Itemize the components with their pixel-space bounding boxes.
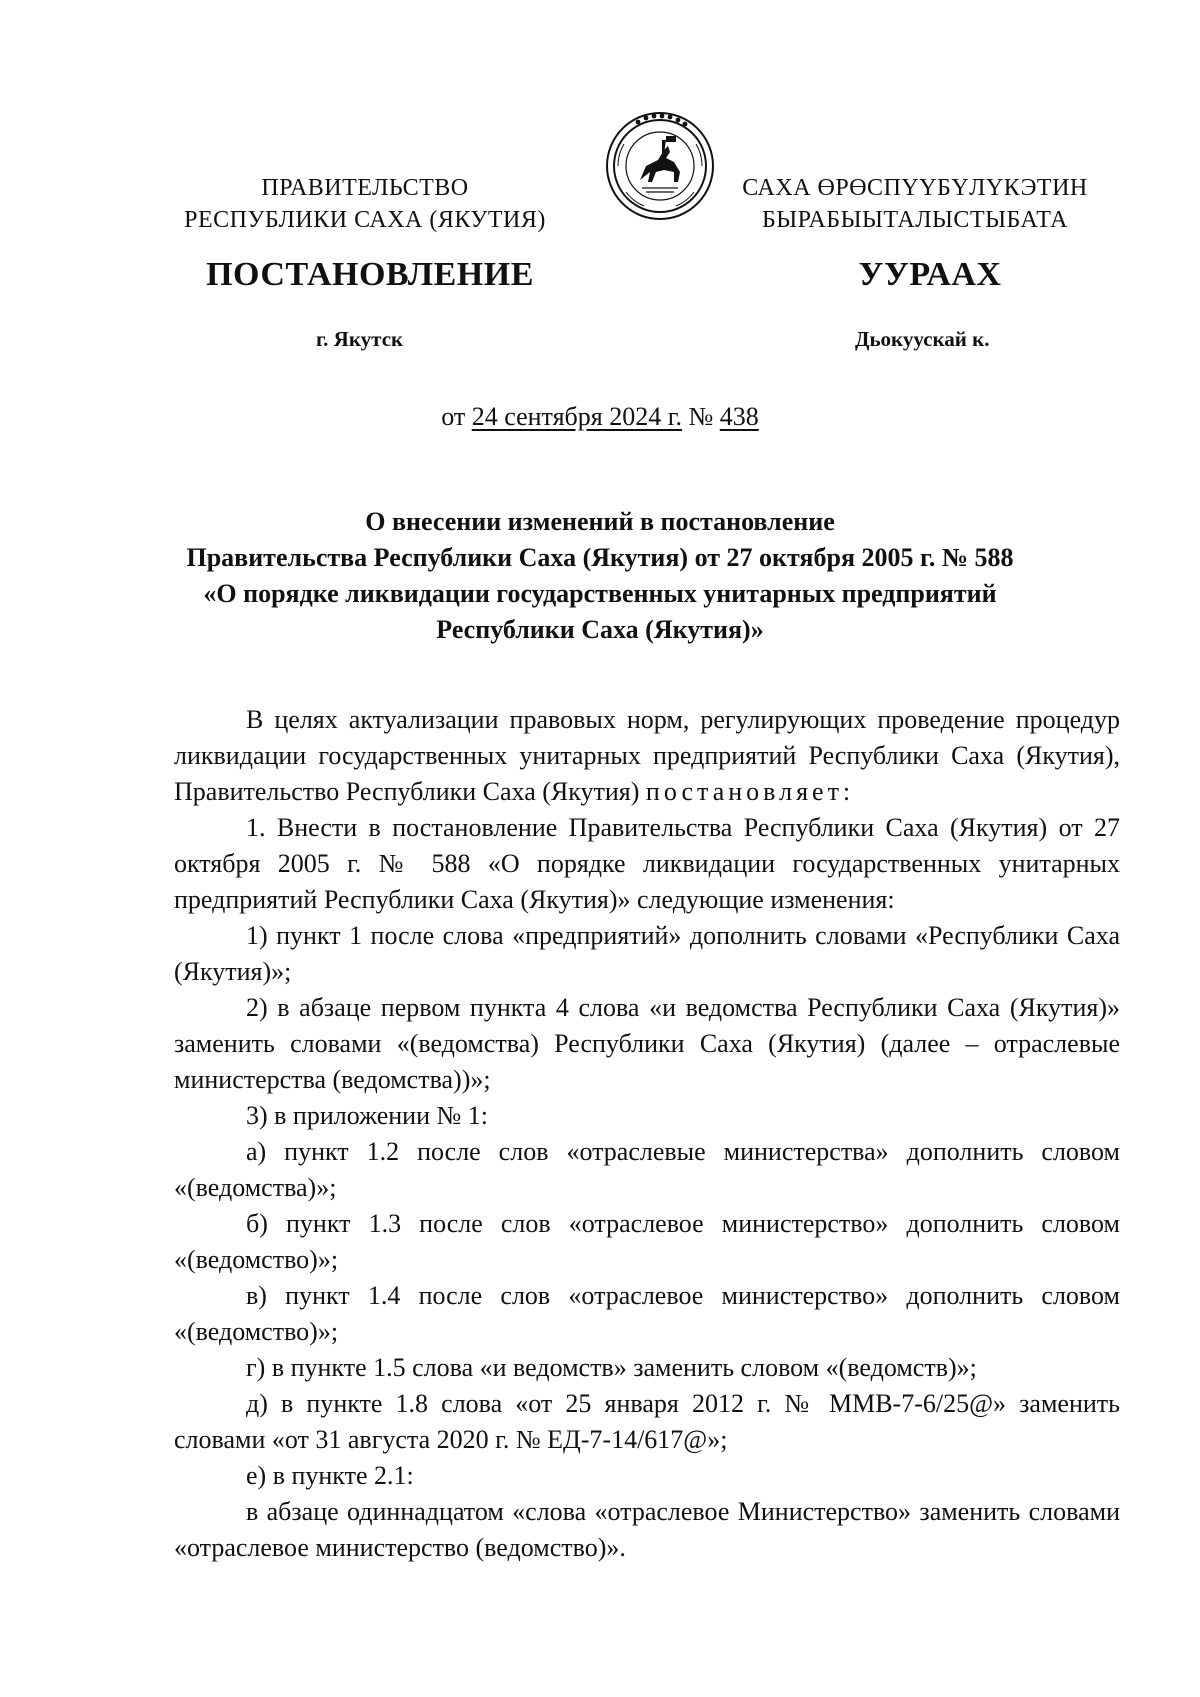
body-paragraph: г) в пункте 1.5 слова «и ведомств» заменить словом «(ведомств)»;: [246, 1353, 977, 1382]
body-paragraph: е) в пункте 2.1:: [246, 1461, 414, 1490]
body-paragraph: 2) в абзаце первом пункта 4 слова «и ведомства Республики Саха (Якутия)» заменить словами «(ведомства) Республики Саха (Якутия) (далее – отраслевые министерства (ведомства))»;: [174, 993, 1120, 1094]
document-title: [160, 504, 1040, 648]
date-prefix: от: [441, 402, 466, 431]
city-ru: г. Якутск: [316, 327, 404, 351]
doc-type-ru: ПОСТАНОВЛЕНИЕ: [206, 256, 534, 293]
government-name-ru: [180, 172, 550, 236]
document-number: 438: [719, 402, 759, 431]
body-paragraph: 3) в приложении № 1:: [246, 1101, 489, 1130]
government-name-sakha-line1: САХА ӨРӨСПҮҮБҮЛҮКЭТИН: [742, 175, 1088, 201]
body-paragraph: 1. Внести в постановление Правительства Республики Саха (Якутия) от 27 октября 2005 г. № 588 «О порядке ликвидации государственных унитарных предприятий Республики Саха (Якутия)» следующие изменения:: [174, 813, 1120, 914]
body-paragraph: в) пункт 1.4 после слов «отраслевое министерство» дополнить словом «(ведомство)»;: [174, 1281, 1120, 1346]
document-date-line: [0, 402, 1200, 432]
title-line-3: «О порядке ликвидации государственных унитарных предприятий: [203, 579, 997, 608]
city-sakha: Дьокуускай к.: [855, 327, 990, 351]
title-line-1: О внесении изменений в постановление: [365, 507, 835, 536]
government-name-ru-line1: ПРАВИТЕЛЬСТВО: [261, 175, 469, 201]
document-body: [174, 702, 1120, 1566]
body-paragraph: д) в пункте 1.8 слова «от 25 января 2012 г. № ММВ-7-6/25@» заменить словами «от 31 августа 2020 г. № ЕД-7-14/617@»;: [174, 1389, 1120, 1454]
title-line-4: Республики Саха (Якутия)»: [436, 615, 764, 644]
number-sign: №: [688, 402, 714, 431]
government-name-sakha: [730, 172, 1100, 236]
body-paragraph: б) пункт 1.3 после слов «отраслевое министерство» дополнить словом «(ведомство)»;: [174, 1209, 1120, 1274]
body-paragraph: 1) пункт 1 после слова «предприятий» дополнить словами «Республики Саха (Якутия)»;: [174, 921, 1120, 986]
body-paragraph-preamble: [174, 702, 1120, 810]
preamble-text: В целях актуализации правовых норм, регулирующих проведение процедур ликвидации государственных унитарных предприятий Республики Саха (Якутия), Правительство Республики Саха (Якутия): [174, 705, 1120, 806]
government-name-ru-line2: РЕСПУБЛИКИ САХА (ЯКУТИЯ): [184, 207, 546, 233]
preamble-resolves: постановляет:: [645, 777, 855, 806]
title-line-2: Правительства Республики Саха (Якутия) от 27 октября 2005 г. № 588: [186, 543, 1014, 572]
doc-type-sakha: УУРААХ: [858, 256, 1002, 293]
sakha-coat-of-arms-icon: [604, 110, 716, 222]
government-name-sakha-line2: БЫРАБЫЫТАЛЫСТЫБАТА: [761, 207, 1069, 233]
body-paragraph: а) пункт 1.2 после слов «отраслевые министерства» дополнить словом «(ведомства)»;: [174, 1137, 1120, 1202]
document-date: 24 сентября 2024 г.: [471, 402, 682, 431]
body-paragraph: в абзаце одиннадцатом «слова «отраслевое Министерство» заменить словами «отраслевое министерство (ведомство)».: [174, 1497, 1120, 1562]
